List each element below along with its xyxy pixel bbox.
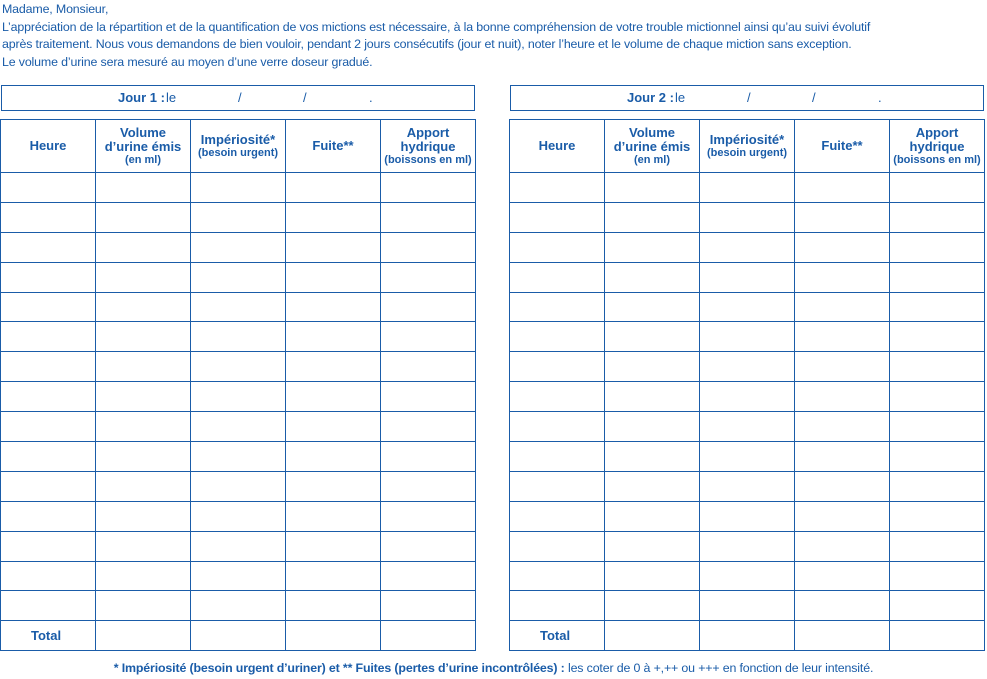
- entry-cell[interactable]: [191, 501, 286, 531]
- entry-cell[interactable]: [605, 232, 700, 262]
- entry-cell[interactable]: [605, 442, 700, 472]
- col-apport: Apport hydrique (boissons en ml): [381, 120, 476, 173]
- entry-cell[interactable]: [286, 262, 381, 292]
- entry-cell[interactable]: [890, 262, 985, 292]
- entry-cell[interactable]: [890, 412, 985, 442]
- entry-row: [510, 531, 985, 561]
- entry-row: [510, 412, 985, 442]
- footer-note: [0, 661, 987, 675]
- entry-row: [510, 471, 985, 501]
- entry-row: [510, 292, 985, 322]
- entry-cell[interactable]: [795, 382, 890, 412]
- entry-row: [1, 471, 476, 501]
- entry-cell[interactable]: [605, 202, 700, 232]
- entry-cell[interactable]: [890, 232, 985, 262]
- entry-cell[interactable]: [381, 292, 476, 322]
- col-heure: Heure: [510, 120, 605, 173]
- total-row: [510, 621, 985, 651]
- entry-cell[interactable]: [286, 292, 381, 322]
- entry-cell[interactable]: [1, 382, 96, 412]
- entry-cell[interactable]: [286, 591, 381, 621]
- entry-cell[interactable]: [795, 442, 890, 472]
- col-volume: Volume d’urine émis (en ml): [605, 120, 700, 173]
- entry-cell[interactable]: [605, 292, 700, 322]
- intro-line: L’appréciation de la répartition et de la quantification de vos mictions est nécessaire, à la bonne compréhension de votre trouble mictionnel ainsi qu’au suivi évolutif: [2, 19, 871, 34]
- entry-cell[interactable]: [605, 561, 700, 591]
- entry-cell[interactable]: [1, 442, 96, 472]
- entry-cell[interactable]: [286, 382, 381, 412]
- entry-cell[interactable]: [510, 531, 605, 561]
- entry-cell[interactable]: [381, 591, 476, 621]
- entry-cell[interactable]: [795, 471, 890, 501]
- entry-cell[interactable]: [700, 262, 795, 292]
- entry-row: [1, 173, 476, 203]
- entry-cell[interactable]: [1, 501, 96, 531]
- day1-table: [0, 119, 476, 651]
- entry-cell[interactable]: [1, 471, 96, 501]
- day1-separator: /: [303, 90, 307, 105]
- day2-le: le: [675, 90, 686, 105]
- entry-cell[interactable]: [890, 591, 985, 621]
- entry-cell[interactable]: [96, 561, 191, 591]
- entry-cell[interactable]: [605, 591, 700, 621]
- entry-row: [510, 262, 985, 292]
- entry-cell[interactable]: [510, 442, 605, 472]
- entry-cell[interactable]: [605, 352, 700, 382]
- entry-cell[interactable]: [1, 202, 96, 232]
- entry-cell[interactable]: [1, 412, 96, 442]
- entry-cell[interactable]: [795, 262, 890, 292]
- entry-cell[interactable]: [605, 173, 700, 203]
- entry-row: [510, 591, 985, 621]
- entry-cell[interactable]: [381, 442, 476, 472]
- entry-cell[interactable]: [96, 232, 191, 262]
- entry-cell[interactable]: [1, 322, 96, 352]
- entry-cell[interactable]: [605, 471, 700, 501]
- day1-date-field[interactable]: [1, 85, 475, 111]
- entry-cell[interactable]: [96, 501, 191, 531]
- entry-cell[interactable]: [510, 471, 605, 501]
- entry-cell[interactable]: [890, 501, 985, 531]
- day2-dot: .: [878, 90, 882, 105]
- entry-cell[interactable]: [381, 412, 476, 442]
- col-heure: Heure: [1, 120, 96, 173]
- entry-cell[interactable]: [1, 561, 96, 591]
- entry-row: [1, 531, 476, 561]
- entry-cell[interactable]: [191, 412, 286, 442]
- entry-cell[interactable]: [890, 382, 985, 412]
- salutation: Madame, Monsieur,: [2, 2, 109, 16]
- entry-cell[interactable]: [700, 591, 795, 621]
- entry-row: [510, 501, 985, 531]
- entry-cell[interactable]: [286, 442, 381, 472]
- entry-cell[interactable]: [795, 621, 890, 651]
- entry-cell[interactable]: [286, 561, 381, 591]
- entry-cell[interactable]: [381, 531, 476, 561]
- entry-cell[interactable]: [191, 292, 286, 322]
- entry-cell[interactable]: [286, 621, 381, 651]
- entry-cell[interactable]: [605, 531, 700, 561]
- entry-row: [1, 412, 476, 442]
- day1-label: Jour 1 :: [118, 90, 165, 105]
- day2-label: Jour 2 :: [627, 90, 674, 105]
- entry-cell[interactable]: [795, 322, 890, 352]
- entry-cell[interactable]: [700, 501, 795, 531]
- entry-cell[interactable]: [191, 621, 286, 651]
- entry-cell[interactable]: [191, 591, 286, 621]
- entry-cell[interactable]: [510, 412, 605, 442]
- entry-cell[interactable]: [286, 322, 381, 352]
- entry-cell[interactable]: [510, 382, 605, 412]
- entry-cell[interactable]: [795, 501, 890, 531]
- header-row: [510, 120, 985, 173]
- entry-cell[interactable]: [795, 531, 890, 561]
- entry-cell[interactable]: [1, 262, 96, 292]
- col-volume: Volume d’urine émis (en ml): [96, 120, 191, 173]
- entry-cell[interactable]: [96, 352, 191, 382]
- entry-cell[interactable]: [795, 412, 890, 442]
- entry-cell[interactable]: [96, 382, 191, 412]
- entry-row: [510, 352, 985, 382]
- entry-cell[interactable]: [890, 202, 985, 232]
- entry-cell[interactable]: [795, 232, 890, 262]
- col-imperiosite: Impériosité* (besoin urgent): [700, 120, 795, 173]
- entry-cell[interactable]: [510, 352, 605, 382]
- entry-cell[interactable]: [700, 382, 795, 412]
- entry-cell[interactable]: [286, 352, 381, 382]
- entry-cell[interactable]: [700, 202, 795, 232]
- entry-cell[interactable]: [605, 621, 700, 651]
- entry-cell[interactable]: [381, 561, 476, 591]
- entry-row: [510, 442, 985, 472]
- entry-cell[interactable]: [96, 591, 191, 621]
- entry-cell[interactable]: [890, 621, 985, 651]
- entry-cell[interactable]: [605, 412, 700, 442]
- entry-cell[interactable]: [890, 561, 985, 591]
- entry-cell[interactable]: [96, 442, 191, 472]
- entry-cell[interactable]: [510, 322, 605, 352]
- entry-cell[interactable]: [381, 322, 476, 352]
- entry-cell[interactable]: [510, 501, 605, 531]
- entry-row: [510, 561, 985, 591]
- footer-bold: * Impériosité (besoin urgent d’uriner) et ** Fuites (pertes d’urine incontrôlées) :: [113, 661, 565, 675]
- day2-separator: /: [747, 90, 751, 105]
- entry-cell[interactable]: [700, 471, 795, 501]
- entry-cell[interactable]: [510, 292, 605, 322]
- entry-cell[interactable]: [191, 322, 286, 352]
- entry-cell[interactable]: [381, 173, 476, 203]
- entry-cell[interactable]: [700, 173, 795, 203]
- entry-cell[interactable]: [795, 173, 890, 203]
- entry-cell[interactable]: [381, 262, 476, 292]
- col-imperiosite: Impériosité* (besoin urgent): [191, 120, 286, 173]
- entry-cell[interactable]: [510, 202, 605, 232]
- entry-cell[interactable]: [700, 621, 795, 651]
- entry-cell[interactable]: [96, 202, 191, 232]
- intro-line: après traitement. Nous vous demandons de bien vouloir, pendant 2 jours consécutifs (jour et nuit), noter l’heure et le volume de chaque miction sans exception.: [2, 37, 852, 52]
- entry-cell[interactable]: [381, 621, 476, 651]
- entry-cell[interactable]: [191, 471, 286, 501]
- entry-row: [510, 322, 985, 352]
- entry-cell[interactable]: [795, 591, 890, 621]
- entry-cell[interactable]: [795, 561, 890, 591]
- entry-cell[interactable]: [1, 292, 96, 322]
- entry-row: [1, 382, 476, 412]
- entry-row: [1, 262, 476, 292]
- entry-cell[interactable]: [286, 173, 381, 203]
- entry-cell[interactable]: [96, 531, 191, 561]
- entry-cell[interactable]: [96, 322, 191, 352]
- entry-cell[interactable]: [605, 382, 700, 412]
- entry-row: [1, 292, 476, 322]
- day2-table: [509, 119, 985, 651]
- entry-cell[interactable]: [191, 232, 286, 262]
- header-row: [1, 120, 476, 173]
- entry-cell[interactable]: [191, 531, 286, 561]
- entry-cell[interactable]: [890, 352, 985, 382]
- entry-cell[interactable]: [191, 382, 286, 412]
- entry-cell[interactable]: [510, 591, 605, 621]
- entry-cell[interactable]: [700, 232, 795, 262]
- day2-separator: /: [812, 90, 816, 105]
- entry-cell[interactable]: [381, 382, 476, 412]
- entry-cell[interactable]: [381, 352, 476, 382]
- entry-cell[interactable]: [286, 531, 381, 561]
- entry-cell[interactable]: [381, 501, 476, 531]
- entry-cell[interactable]: [700, 531, 795, 561]
- entry-cell[interactable]: [795, 292, 890, 322]
- entry-cell[interactable]: [510, 173, 605, 203]
- entry-cell[interactable]: [191, 262, 286, 292]
- total-label: Total: [1, 621, 96, 651]
- day1-dot: .: [369, 90, 373, 105]
- entry-row: [510, 382, 985, 412]
- entry-cell[interactable]: [1, 173, 96, 203]
- entry-cell[interactable]: [605, 262, 700, 292]
- entry-cell[interactable]: [1, 531, 96, 561]
- entry-cell[interactable]: [286, 412, 381, 442]
- total-row: [1, 621, 476, 651]
- entry-cell[interactable]: [286, 202, 381, 232]
- entry-cell[interactable]: [795, 202, 890, 232]
- entry-cell[interactable]: [510, 561, 605, 591]
- entry-cell[interactable]: [510, 232, 605, 262]
- entry-cell[interactable]: [1, 352, 96, 382]
- entry-row: [1, 202, 476, 232]
- col-apport: Apport hydrique (boissons en ml): [890, 120, 985, 173]
- entry-row: [1, 591, 476, 621]
- entry-cell[interactable]: [890, 442, 985, 472]
- day1-le: le: [166, 90, 177, 105]
- entry-cell[interactable]: [191, 202, 286, 232]
- entry-cell[interactable]: [96, 471, 191, 501]
- entry-cell[interactable]: [510, 262, 605, 292]
- footer-normal: les coter de 0 à +,++ ou +++ en fonction de leur intensité.: [564, 661, 874, 675]
- entry-cell[interactable]: [700, 322, 795, 352]
- entry-cell[interactable]: [700, 292, 795, 322]
- entry-row: [1, 442, 476, 472]
- entry-cell[interactable]: [96, 621, 191, 651]
- entry-cell[interactable]: [96, 173, 191, 203]
- entry-cell[interactable]: [191, 442, 286, 472]
- total-label: Total: [510, 621, 605, 651]
- entry-cell[interactable]: [605, 501, 700, 531]
- entry-cell[interactable]: [191, 561, 286, 591]
- entry-cell[interactable]: [890, 531, 985, 561]
- entry-cell[interactable]: [96, 292, 191, 322]
- entry-cell[interactable]: [700, 412, 795, 442]
- entry-cell[interactable]: [286, 501, 381, 531]
- entry-cell[interactable]: [605, 322, 700, 352]
- col-fuite: Fuite**: [795, 120, 890, 173]
- entry-cell[interactable]: [890, 322, 985, 352]
- entry-cell[interactable]: [1, 591, 96, 621]
- entry-row: [1, 561, 476, 591]
- entry-cell[interactable]: [890, 292, 985, 322]
- entry-cell[interactable]: [890, 471, 985, 501]
- entry-cell[interactable]: [795, 352, 890, 382]
- entry-row: [510, 173, 985, 203]
- entry-cell[interactable]: [191, 352, 286, 382]
- intro-text: [2, 1, 982, 71]
- entry-row: [1, 322, 476, 352]
- entry-cell[interactable]: [700, 352, 795, 382]
- day2-date-field[interactable]: [510, 85, 984, 111]
- entry-row: [1, 501, 476, 531]
- entry-row: [510, 232, 985, 262]
- entry-cell[interactable]: [1, 232, 96, 262]
- entry-cell[interactable]: [700, 561, 795, 591]
- entry-cell[interactable]: [381, 471, 476, 501]
- entry-cell[interactable]: [96, 262, 191, 292]
- entry-row: [1, 352, 476, 382]
- entry-row: [510, 202, 985, 232]
- day1-separator: /: [238, 90, 242, 105]
- entry-row: [1, 232, 476, 262]
- entry-cell[interactable]: [381, 202, 476, 232]
- entry-cell[interactable]: [381, 232, 476, 262]
- entry-cell[interactable]: [700, 442, 795, 472]
- entry-cell[interactable]: [286, 471, 381, 501]
- intro-line: Le volume d’urine sera mesuré au moyen d’une verre doseur gradué.: [2, 54, 373, 69]
- entry-cell[interactable]: [96, 412, 191, 442]
- entry-cell[interactable]: [191, 173, 286, 203]
- col-fuite: Fuite**: [286, 120, 381, 173]
- entry-cell[interactable]: [286, 232, 381, 262]
- entry-cell[interactable]: [890, 173, 985, 203]
